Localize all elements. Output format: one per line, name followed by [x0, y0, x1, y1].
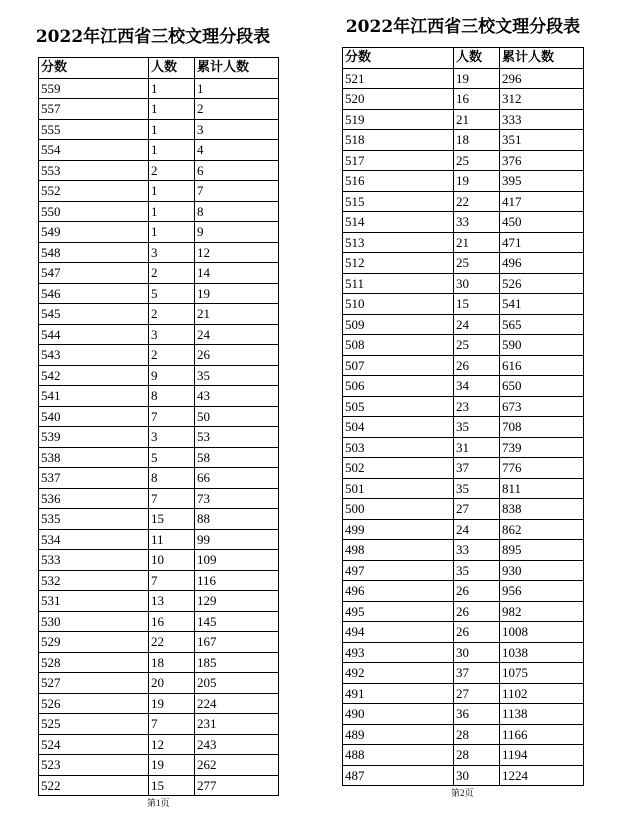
cell-count: 37	[454, 663, 500, 684]
cell-cumulative: 395	[500, 171, 584, 192]
page-1	[22, 22, 284, 796]
cell-score: 548	[39, 242, 149, 263]
cell-score: 511	[343, 273, 454, 294]
table-row	[39, 99, 279, 120]
cell-cumulative: 4	[195, 140, 279, 161]
cell-score: 514	[343, 212, 454, 233]
cell-score: 531	[39, 591, 149, 612]
cell-score: 552	[39, 181, 149, 202]
cell-count: 28	[454, 745, 500, 766]
table-header-row	[343, 48, 584, 69]
cell-count: 2	[149, 263, 195, 284]
cell-count: 3	[149, 324, 195, 345]
cell-cumulative: 231	[195, 714, 279, 735]
cell-count: 19	[454, 171, 500, 192]
cell-cumulative: 1102	[500, 683, 584, 704]
table-row	[39, 386, 279, 407]
cell-count: 1	[149, 222, 195, 243]
cell-count: 36	[454, 704, 500, 725]
cell-score: 530	[39, 611, 149, 632]
cell-score: 524	[39, 734, 149, 755]
table-row	[343, 745, 584, 766]
cell-cumulative: 185	[195, 652, 279, 673]
cell-cumulative: 167	[195, 632, 279, 653]
cell-score: 521	[343, 68, 454, 89]
table-header-row	[39, 58, 279, 79]
cell-count: 34	[454, 376, 500, 397]
table-row	[343, 294, 584, 315]
cell-score: 559	[39, 78, 149, 99]
cell-count: 22	[454, 191, 500, 212]
cell-count: 10	[149, 550, 195, 571]
cell-count: 2	[149, 345, 195, 366]
cell-score: 537	[39, 468, 149, 489]
table-row	[39, 734, 279, 755]
cell-count: 25	[454, 335, 500, 356]
cell-cumulative: 24	[195, 324, 279, 345]
cell-cumulative: 450	[500, 212, 584, 233]
table-row	[39, 529, 279, 550]
table-row	[39, 181, 279, 202]
cell-score: 498	[343, 540, 454, 561]
cell-count: 24	[454, 519, 500, 540]
table-row	[39, 365, 279, 386]
cell-count: 8	[149, 468, 195, 489]
cell-score: 497	[343, 560, 454, 581]
cell-cumulative: 982	[500, 601, 584, 622]
cell-score: 546	[39, 283, 149, 304]
table-row	[343, 417, 584, 438]
cell-score: 532	[39, 570, 149, 591]
table-row	[343, 396, 584, 417]
cell-count: 1	[149, 78, 195, 99]
cell-score: 543	[39, 345, 149, 366]
cell-score: 494	[343, 622, 454, 643]
cell-count: 1	[149, 99, 195, 120]
cell-count: 18	[149, 652, 195, 673]
table-row	[39, 160, 279, 181]
table-row	[343, 191, 584, 212]
cell-score: 506	[343, 376, 454, 397]
cell-cumulative: 35	[195, 365, 279, 386]
cell-cumulative: 376	[500, 150, 584, 171]
header-cumulative: 累计人数	[500, 48, 584, 69]
cell-count: 23	[454, 396, 500, 417]
table-row	[39, 201, 279, 222]
table-row	[343, 89, 584, 110]
cell-cumulative: 116	[195, 570, 279, 591]
cell-cumulative: 650	[500, 376, 584, 397]
cell-count: 30	[454, 765, 500, 786]
cell-score: 526	[39, 693, 149, 714]
cell-count: 15	[454, 294, 500, 315]
cell-cumulative: 496	[500, 253, 584, 274]
table-row	[343, 355, 584, 376]
cell-count: 22	[149, 632, 195, 653]
cell-cumulative: 145	[195, 611, 279, 632]
table-row	[39, 755, 279, 776]
cell-count: 21	[454, 109, 500, 130]
cell-cumulative: 895	[500, 540, 584, 561]
cell-count: 7	[149, 570, 195, 591]
header-count: 人数	[454, 48, 500, 69]
cell-count: 2	[149, 160, 195, 181]
cell-cumulative: 88	[195, 509, 279, 530]
cell-score: 542	[39, 365, 149, 386]
cell-cumulative: 776	[500, 458, 584, 479]
cell-count: 25	[454, 253, 500, 274]
cell-cumulative: 53	[195, 427, 279, 448]
cell-score: 535	[39, 509, 149, 530]
cell-score: 496	[343, 581, 454, 602]
cell-count: 37	[454, 458, 500, 479]
cell-cumulative: 26	[195, 345, 279, 366]
cell-score: 555	[39, 119, 149, 140]
cell-score: 487	[343, 765, 454, 786]
cell-cumulative: 205	[195, 673, 279, 694]
cell-count: 35	[454, 478, 500, 499]
cell-count: 19	[454, 68, 500, 89]
table-row	[343, 273, 584, 294]
cell-score: 547	[39, 263, 149, 284]
cell-score: 518	[343, 130, 454, 151]
cell-count: 3	[149, 242, 195, 263]
cell-cumulative: 1166	[500, 724, 584, 745]
table-row	[39, 652, 279, 673]
table-row	[343, 540, 584, 561]
cell-count: 2	[149, 304, 195, 325]
table-row	[343, 519, 584, 540]
table-row	[39, 570, 279, 591]
cell-count: 19	[149, 755, 195, 776]
cell-cumulative: 471	[500, 232, 584, 253]
page-title: 2022年江西省三校文理分段表	[35, 27, 271, 47]
header-count: 人数	[149, 58, 195, 79]
cell-score: 508	[343, 335, 454, 356]
cell-score: 509	[343, 314, 454, 335]
cell-cumulative: 739	[500, 437, 584, 458]
table-row	[39, 447, 279, 468]
cell-cumulative: 262	[195, 755, 279, 776]
cell-score: 544	[39, 324, 149, 345]
cell-score: 538	[39, 447, 149, 468]
table-row	[39, 242, 279, 263]
cell-cumulative: 3	[195, 119, 279, 140]
table-row	[39, 283, 279, 304]
table-row	[343, 478, 584, 499]
page-2	[328, 12, 598, 786]
cell-cumulative: 14	[195, 263, 279, 284]
cell-count: 16	[149, 611, 195, 632]
table-row	[343, 622, 584, 643]
header-cumulative: 累计人数	[195, 58, 279, 79]
cell-count: 26	[454, 581, 500, 602]
cell-score: 528	[39, 652, 149, 673]
cell-score: 491	[343, 683, 454, 704]
cell-count: 1	[149, 119, 195, 140]
cell-cumulative: 1224	[500, 765, 584, 786]
table-row	[39, 324, 279, 345]
cell-count: 5	[149, 447, 195, 468]
cell-cumulative: 708	[500, 417, 584, 438]
cell-count: 33	[454, 540, 500, 561]
cell-score: 527	[39, 673, 149, 694]
cell-count: 15	[149, 775, 195, 796]
table-row	[343, 601, 584, 622]
table-row	[39, 611, 279, 632]
cell-count: 27	[454, 683, 500, 704]
cell-cumulative: 956	[500, 581, 584, 602]
cell-score: 550	[39, 201, 149, 222]
cell-score: 502	[343, 458, 454, 479]
table-row	[343, 253, 584, 274]
table-row	[39, 427, 279, 448]
table-row	[39, 550, 279, 571]
cell-score: 516	[343, 171, 454, 192]
header-score: 分数	[343, 48, 454, 69]
table-row	[39, 78, 279, 99]
table-row	[343, 663, 584, 684]
cell-cumulative: 351	[500, 130, 584, 151]
table-row	[39, 632, 279, 653]
table-row	[343, 458, 584, 479]
table-row	[39, 509, 279, 530]
cell-count: 20	[149, 673, 195, 694]
cell-count: 8	[149, 386, 195, 407]
cell-score: 504	[343, 417, 454, 438]
cell-score: 539	[39, 427, 149, 448]
table-row	[39, 263, 279, 284]
table-row	[39, 119, 279, 140]
cell-count: 15	[149, 509, 195, 530]
cell-cumulative: 1	[195, 78, 279, 99]
cell-score: 505	[343, 396, 454, 417]
table-row	[343, 499, 584, 520]
cell-cumulative: 1138	[500, 704, 584, 725]
cell-count: 35	[454, 417, 500, 438]
page-title: 2022年江西省三校文理分段表	[345, 17, 581, 37]
cell-count: 7	[149, 714, 195, 735]
cell-count: 1	[149, 201, 195, 222]
cell-count: 1	[149, 140, 195, 161]
cell-cumulative: 1038	[500, 642, 584, 663]
cell-count: 26	[454, 601, 500, 622]
cell-score: 513	[343, 232, 454, 253]
cell-count: 18	[454, 130, 500, 151]
table-row	[343, 560, 584, 581]
cell-score: 549	[39, 222, 149, 243]
cell-cumulative: 43	[195, 386, 279, 407]
cell-count: 7	[149, 406, 195, 427]
cell-cumulative: 565	[500, 314, 584, 335]
cell-cumulative: 417	[500, 191, 584, 212]
cell-score: 536	[39, 488, 149, 509]
cell-score: 503	[343, 437, 454, 458]
table-row	[39, 468, 279, 489]
cell-score: 500	[343, 499, 454, 520]
cell-cumulative: 930	[500, 560, 584, 581]
table-row	[343, 212, 584, 233]
cell-cumulative: 312	[500, 89, 584, 110]
cell-score: 517	[343, 150, 454, 171]
table-row	[39, 714, 279, 735]
cell-count: 3	[149, 427, 195, 448]
cell-count: 13	[149, 591, 195, 612]
table-row	[343, 724, 584, 745]
cell-cumulative: 50	[195, 406, 279, 427]
table-row	[343, 150, 584, 171]
table-row	[343, 232, 584, 253]
cell-cumulative: 1194	[500, 745, 584, 766]
cell-score: 501	[343, 478, 454, 499]
cell-score: 553	[39, 160, 149, 181]
score-table	[38, 57, 279, 796]
cell-count: 16	[454, 89, 500, 110]
cell-cumulative: 2	[195, 99, 279, 120]
table-row	[343, 376, 584, 397]
cell-score: 534	[39, 529, 149, 550]
cell-cumulative: 811	[500, 478, 584, 499]
table-row	[343, 765, 584, 786]
table-row	[343, 68, 584, 89]
cell-score: 525	[39, 714, 149, 735]
cell-cumulative: 243	[195, 734, 279, 755]
cell-count: 31	[454, 437, 500, 458]
cell-score: 493	[343, 642, 454, 663]
cell-cumulative: 19	[195, 283, 279, 304]
cell-count: 7	[149, 488, 195, 509]
cell-cumulative: 616	[500, 355, 584, 376]
header-score: 分数	[39, 58, 149, 79]
cell-score: 557	[39, 99, 149, 120]
cell-score: 492	[343, 663, 454, 684]
cell-cumulative: 58	[195, 447, 279, 468]
cell-cumulative: 129	[195, 591, 279, 612]
cell-score: 512	[343, 253, 454, 274]
cell-score: 495	[343, 601, 454, 622]
cell-count: 5	[149, 283, 195, 304]
cell-cumulative: 6	[195, 160, 279, 181]
cell-cumulative: 21	[195, 304, 279, 325]
cell-cumulative: 296	[500, 68, 584, 89]
cell-score: 507	[343, 355, 454, 376]
cell-count: 35	[454, 560, 500, 581]
table-row	[343, 314, 584, 335]
table-row	[39, 222, 279, 243]
score-table	[342, 47, 584, 786]
cell-count: 24	[454, 314, 500, 335]
cell-score: 510	[343, 294, 454, 315]
page-number: 第2页	[451, 788, 474, 798]
cell-count: 12	[149, 734, 195, 755]
cell-count: 28	[454, 724, 500, 745]
cell-count: 19	[149, 693, 195, 714]
cell-score: 529	[39, 632, 149, 653]
cell-count: 9	[149, 365, 195, 386]
cell-cumulative: 73	[195, 488, 279, 509]
table-row	[343, 171, 584, 192]
cell-cumulative: 277	[195, 775, 279, 796]
cell-count: 26	[454, 355, 500, 376]
cell-score: 554	[39, 140, 149, 161]
cell-count: 26	[454, 622, 500, 643]
cell-cumulative: 7	[195, 181, 279, 202]
cell-cumulative: 838	[500, 499, 584, 520]
cell-score: 519	[343, 109, 454, 130]
cell-score: 499	[343, 519, 454, 540]
cell-score: 541	[39, 386, 149, 407]
table-row	[39, 775, 279, 796]
table-row	[343, 704, 584, 725]
cell-count: 1	[149, 181, 195, 202]
table-row	[39, 304, 279, 325]
cell-cumulative: 1008	[500, 622, 584, 643]
table-row	[39, 140, 279, 161]
cell-cumulative: 9	[195, 222, 279, 243]
cell-score: 520	[343, 89, 454, 110]
table-row	[343, 581, 584, 602]
cell-cumulative: 333	[500, 109, 584, 130]
cell-score: 490	[343, 704, 454, 725]
cell-score: 515	[343, 191, 454, 212]
table-row	[39, 345, 279, 366]
cell-count: 33	[454, 212, 500, 233]
table-row	[343, 335, 584, 356]
cell-count: 11	[149, 529, 195, 550]
cell-cumulative: 526	[500, 273, 584, 294]
cell-cumulative: 8	[195, 201, 279, 222]
table-row	[39, 488, 279, 509]
cell-score: 489	[343, 724, 454, 745]
cell-cumulative: 862	[500, 519, 584, 540]
cell-score: 533	[39, 550, 149, 571]
table-row	[39, 406, 279, 427]
cell-score: 488	[343, 745, 454, 766]
cell-score: 523	[39, 755, 149, 776]
cell-count: 30	[454, 273, 500, 294]
cell-cumulative: 109	[195, 550, 279, 571]
table-row	[343, 437, 584, 458]
cell-cumulative: 1075	[500, 663, 584, 684]
cell-count: 27	[454, 499, 500, 520]
cell-score: 545	[39, 304, 149, 325]
cell-count: 25	[454, 150, 500, 171]
cell-cumulative: 12	[195, 242, 279, 263]
cell-cumulative: 590	[500, 335, 584, 356]
cell-count: 21	[454, 232, 500, 253]
table-row	[39, 693, 279, 714]
cell-cumulative: 66	[195, 468, 279, 489]
cell-cumulative: 224	[195, 693, 279, 714]
cell-cumulative: 541	[500, 294, 584, 315]
page-number: 第1页	[147, 798, 170, 808]
cell-count: 30	[454, 642, 500, 663]
table-row	[39, 591, 279, 612]
cell-score: 540	[39, 406, 149, 427]
table-row	[343, 109, 584, 130]
table-row	[343, 642, 584, 663]
table-row	[39, 673, 279, 694]
cell-cumulative: 673	[500, 396, 584, 417]
table-row	[343, 130, 584, 151]
table-row	[343, 683, 584, 704]
cell-cumulative: 99	[195, 529, 279, 550]
cell-score: 522	[39, 775, 149, 796]
